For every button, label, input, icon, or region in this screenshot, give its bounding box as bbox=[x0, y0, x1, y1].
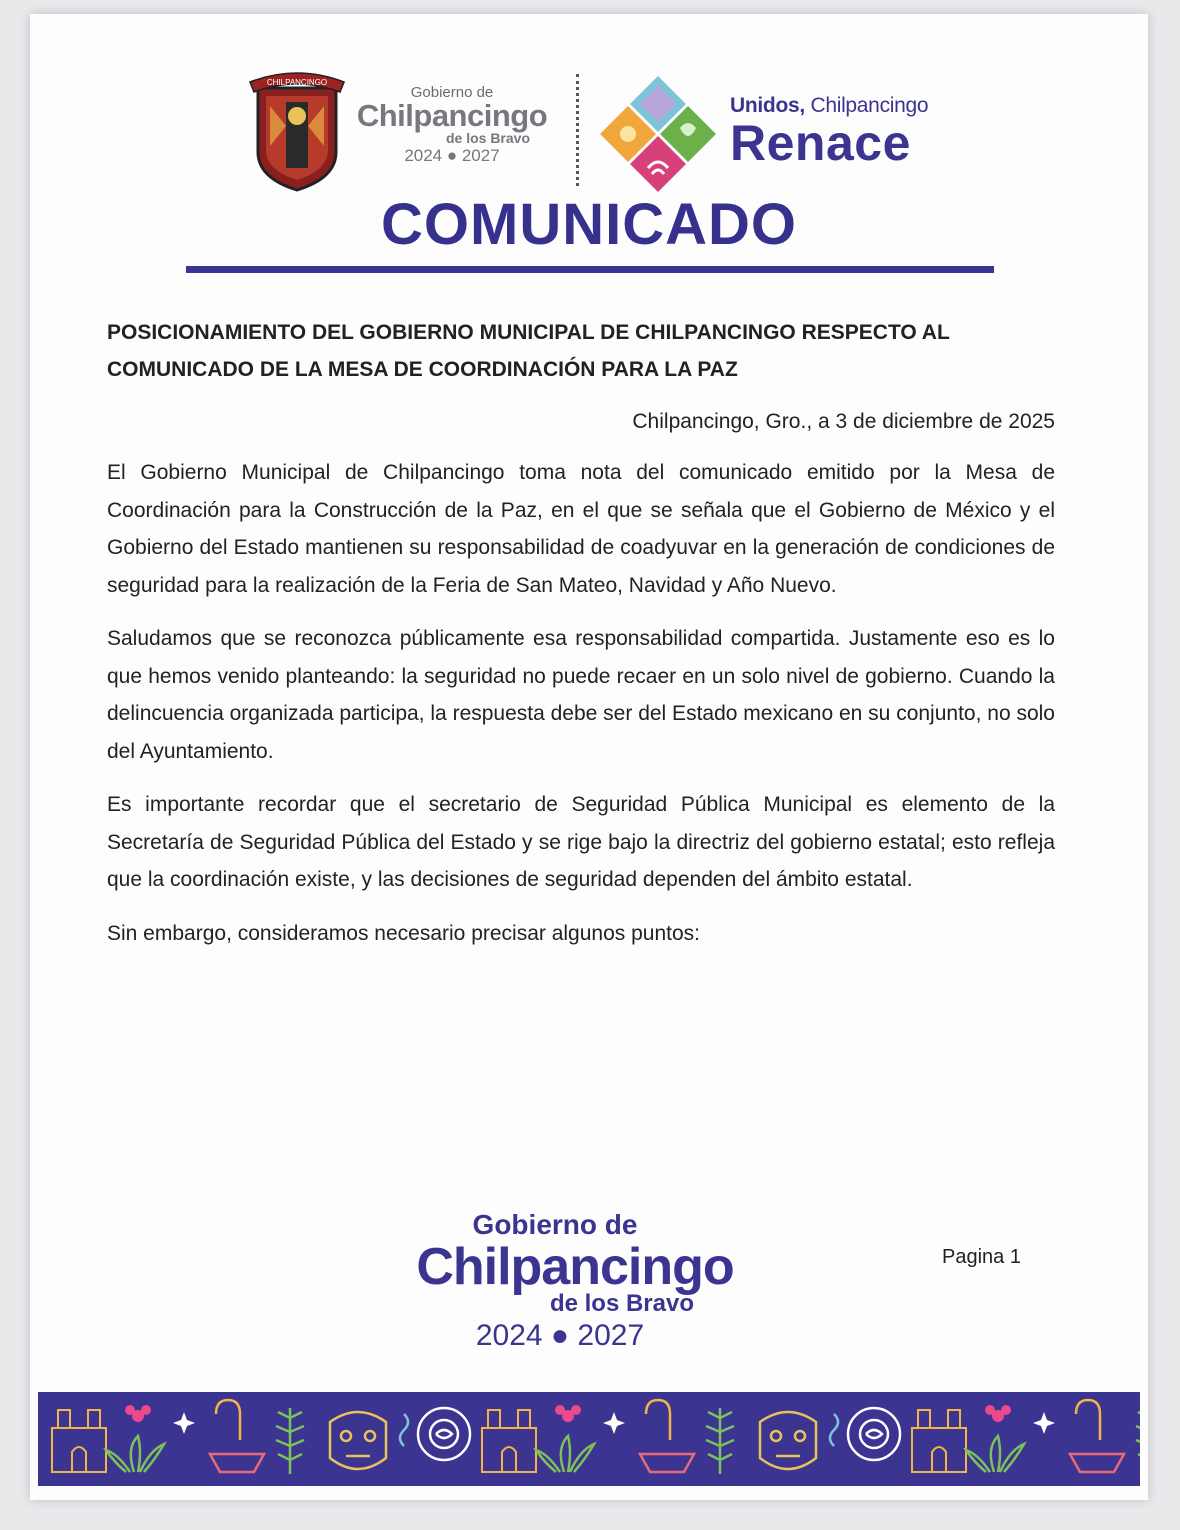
paragraph: Saludamos que se reconozca públicamente esa responsabilidad compartida. Justamente eso es lo que hemos venido planteando: la seguridad no puede recaer en un solo nivel de gobierno. Cuando la delincuencia organizada participa, la respuesta debe ser del Estado mexicano en su conjunto, no solo del Ayuntamiento. bbox=[107, 627, 1055, 763]
footer-logo-line3: de los Bravo bbox=[549, 1290, 694, 1317]
paragraph: El Gobierno Municipal de Chilpancingo toma nota del comunicado emitido por la Mesa de Coordinación para la Construcción de la Paz, en el que se señala que el Gobierno de México y el Gobierno del Estado mantienen su responsabilidad de coadyuvar en la generación de condiciones de seguridad para la realización de la Feria de San Mateo, Navidad y Año Nuevo. bbox=[107, 461, 1055, 597]
footer-logo-line1: Gobierno de bbox=[472, 1209, 638, 1240]
decorative-pattern-band bbox=[38, 1392, 1140, 1486]
campaign-tagline-regular: Chilpancingo bbox=[810, 94, 929, 117]
logo-divider bbox=[576, 74, 579, 186]
footer-government-logo bbox=[390, 1208, 790, 1356]
gov-logo-line1: Gobierno de bbox=[410, 84, 494, 101]
paragraph: Sin embargo, consideramos necesario precisar algunos puntos: bbox=[107, 921, 700, 945]
document-page bbox=[30, 14, 1148, 1500]
page-number: Pagina 1 bbox=[942, 1246, 1021, 1268]
document-body bbox=[107, 314, 1055, 952]
footer-logo-line2: Chilpancingo bbox=[416, 1238, 734, 1296]
campaign-logo bbox=[730, 94, 929, 171]
government-logo bbox=[352, 84, 552, 167]
paragraph: Es importante recordar que el secretario de Seguridad Pública Municipal es elemento de la Secretaría de Seguridad Pública del Estado y se rige bajo la directriz del gobierno estatal; esto refleja que la coordinación existe, y las decisiones de seguridad dependen del ámbito estatal. bbox=[107, 793, 1055, 891]
seal-label: CHILPANCINGO bbox=[266, 78, 328, 87]
footer-logo-line4: 2024 ● 2027 bbox=[475, 1319, 645, 1352]
gov-logo-line2: Chilpancingo bbox=[356, 98, 548, 133]
renace-emblem-icon bbox=[598, 72, 718, 196]
gov-logo-line4: 2024 ● 2027 bbox=[404, 146, 500, 165]
campaign-tagline-bold: Unidos, bbox=[730, 94, 805, 117]
title-underline bbox=[186, 266, 994, 273]
municipal-seal-icon bbox=[248, 66, 346, 194]
gov-logo-line3: de los Bravo bbox=[445, 130, 530, 146]
letterhead bbox=[30, 14, 1148, 214]
document-date: Chilpancingo, Gro., a 3 de diciembre de 2025 bbox=[632, 410, 1055, 433]
document-heading: POSICIONAMIENTO DEL GOBIERNO MUNICIPAL DE CHILPANCINGO RESPECTO AL COMUNICADO DE LA MESA DE COORDINACIÓN PARA LA PAZ bbox=[107, 321, 950, 381]
campaign-name: Renace bbox=[730, 115, 911, 171]
document-title: COMUNICADO bbox=[381, 192, 797, 257]
